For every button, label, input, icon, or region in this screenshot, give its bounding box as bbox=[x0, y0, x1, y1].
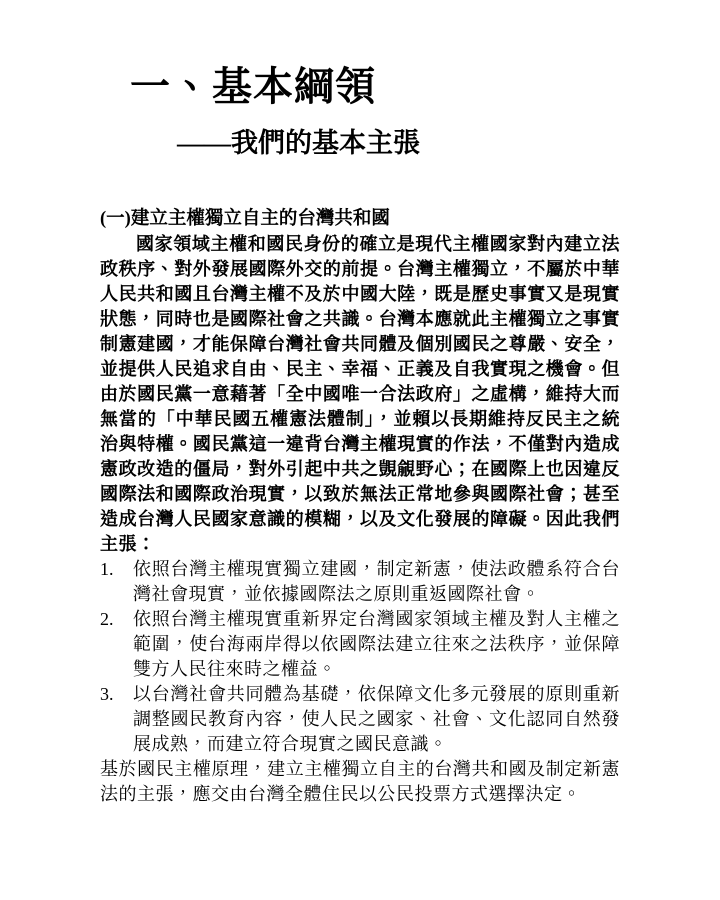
list-item bbox=[100, 557, 620, 607]
claims-list bbox=[100, 557, 620, 757]
section-heading: (一)建立主權獨立自主的台灣共和國 bbox=[100, 209, 390, 230]
list-item-number: 1. bbox=[100, 559, 114, 580]
page-subtitle: ——我們的基本主張 bbox=[177, 128, 420, 158]
list-item bbox=[100, 607, 620, 682]
section-paragraph: 國家領域主權和國民身份的確立是現代主權國家對內建立法政秩序、對外發展國際外交的前提。台灣主權獨立，不屬於中華人民共和國且台灣主權不及於中國大陸，既是歷史事實又是現實狀態，同時也是國際社會之共識。台灣本應就此主權獨立之事實制憲建國，才能保障台灣社會共同體及個別國民之尊嚴、安全，並提供人民追求自由、民主、幸福、正義及自我實現之機會。但由於國民黨一意藉著「全中國唯一合法政府」之虛構，維持大而無當的「中華民國五權憲法體制」，並賴以長期維持反民主之統治與特權。國民黨這一違背台灣主權現實的作法，不僅對內造成憲政改造的僵局，對外引起中共之覬覦野心；在國際上也因違反國際法和國際政治現實，以致於無法正常地參與國際社會；甚至造成台灣人民國家意識的模糊，以及文化發展的障礙。因此我們主張： bbox=[100, 234, 620, 555]
list-item-text: 依照台灣主權現實獨立建國，制定新憲，使法政體系符合台灣社會現實，並依據國際法之原則重返國際社會。 bbox=[133, 559, 620, 605]
closing-paragraph: 基於國民主權原理，建立主權獨立自主的台灣共和國及制定新憲法的主張，應交由台灣全體住民以公民投票方式選擇決定。 bbox=[100, 759, 620, 805]
list-item-number: 2. bbox=[100, 609, 114, 630]
list-item-text: 以台灣社會共同體為基礎，依保障文化多元發展的原則重新調整國民教育內容，使人民之國家、社會、文化認同自然發展成熟，而建立符合現實之國民意識。 bbox=[133, 684, 620, 755]
page-title: 一、基本綱領 bbox=[130, 64, 376, 109]
list-item-text: 依照台灣主權現實重新界定台灣國家領域主權及對人主權之範圍，使台海兩岸得以依國際法建立往來之法秩序，並保障雙方人民往來時之權益。 bbox=[133, 609, 620, 680]
document-body bbox=[100, 207, 620, 807]
list-item-number: 3. bbox=[100, 684, 114, 705]
list-item bbox=[100, 682, 620, 757]
document-page bbox=[0, 66, 720, 900]
